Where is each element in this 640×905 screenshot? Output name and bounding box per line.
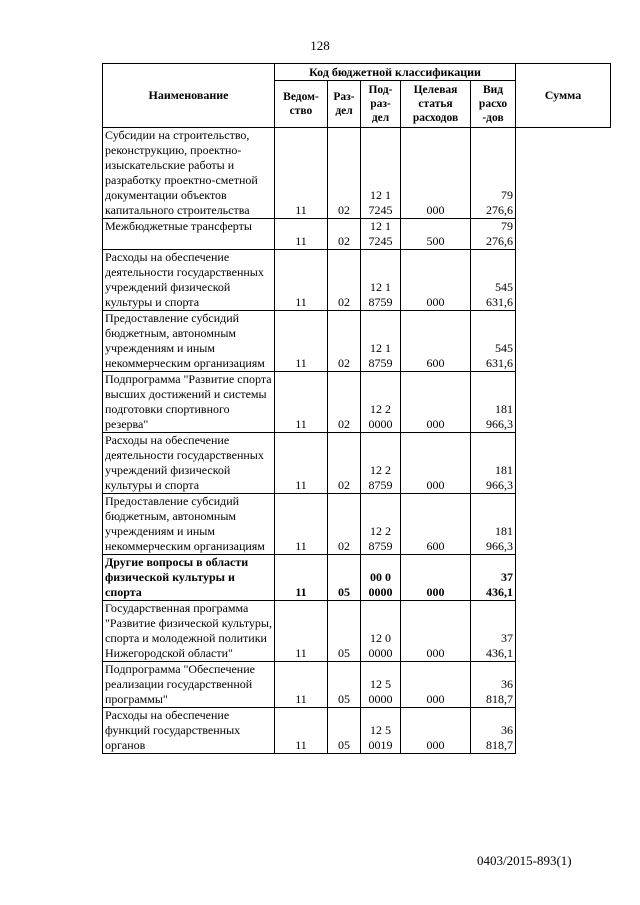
row-section: 02 <box>328 219 361 250</box>
row-ministry: 11 <box>275 128 328 219</box>
row-ministry: 11 <box>275 555 328 601</box>
row-ministry: 11 <box>275 601 328 662</box>
row-subsection: 12 1 7245 <box>361 128 401 219</box>
row-section: 02 <box>328 494 361 555</box>
row-section: 05 <box>328 662 361 708</box>
row-sum: 37 436,1 <box>471 555 516 601</box>
row-section: 02 <box>328 311 361 372</box>
row-subsection: 12 2 8759 <box>361 433 401 494</box>
row-sum: 36 818,7 <box>471 662 516 708</box>
table-row <box>103 708 611 754</box>
header-subsection: Под-раз-дел <box>361 81 401 128</box>
row-name: Расходы на обеспечение функций государственных органов <box>103 708 275 754</box>
row-type: 600 <box>401 494 471 555</box>
row-type: 000 <box>401 708 471 754</box>
table-row <box>103 555 611 601</box>
row-name: Подпрограмма "Развитие спорта высших достижений и системы подготовки спортивного резерва" <box>103 372 275 433</box>
header-name: Наименование <box>103 64 275 128</box>
table-row <box>103 494 611 555</box>
table-row <box>103 219 611 250</box>
row-name: Предоставление субсидий бюджетным, автономным учреждениям и иным некоммерческим организациям <box>103 311 275 372</box>
row-subsection: 12 2 8759 <box>361 494 401 555</box>
header-type: Вид расхо -дов <box>471 81 516 128</box>
row-section: 02 <box>328 128 361 219</box>
row-name: Расходы на обеспечение деятельности государственных учреждений физической культуры и спорта <box>103 433 275 494</box>
row-name: Государственная программа "Развитие физической культуры, спорта и молодежной политики Нижегородской области" <box>103 601 275 662</box>
table-row <box>103 601 611 662</box>
page-number: 128 <box>310 38 330 53</box>
row-sum: 36 818,7 <box>471 708 516 754</box>
row-subsection: 00 0 0000 <box>361 555 401 601</box>
row-subsection: 12 1 8759 <box>361 250 401 311</box>
row-sum: 545 631,6 <box>471 311 516 372</box>
row-ministry: 11 <box>275 494 328 555</box>
table-body <box>103 128 611 754</box>
row-ministry: 11 <box>275 433 328 494</box>
table-row <box>103 662 611 708</box>
row-sum: 37 436,1 <box>471 601 516 662</box>
row-subsection: 12 5 0019 <box>361 708 401 754</box>
row-ministry: 11 <box>275 372 328 433</box>
row-name: Другие вопросы в области физической культуры и спорта <box>103 555 275 601</box>
header-section: Раз-дел <box>328 81 361 128</box>
row-type: 000 <box>401 128 471 219</box>
row-sum: 79 276,6 <box>471 128 516 219</box>
row-subsection: 12 0 0000 <box>361 601 401 662</box>
table-row <box>103 372 611 433</box>
row-ministry: 11 <box>275 219 328 250</box>
row-name: Расходы на обеспечение деятельности государственных учреждений физической культуры и спорта <box>103 250 275 311</box>
row-type: 500 <box>401 219 471 250</box>
row-type: 000 <box>401 433 471 494</box>
budget-table <box>102 63 611 754</box>
row-type: 000 <box>401 601 471 662</box>
row-section: 02 <box>328 250 361 311</box>
row-type: 000 <box>401 372 471 433</box>
row-subsection: 12 2 0000 <box>361 372 401 433</box>
header-ministry: Ведом-ство <box>275 81 328 128</box>
row-type: 000 <box>401 662 471 708</box>
row-ministry: 11 <box>275 250 328 311</box>
row-sum: 181 966,3 <box>471 372 516 433</box>
table-row <box>103 311 611 372</box>
row-type: 000 <box>401 250 471 311</box>
header-target: Целевая статья расходов <box>401 81 471 128</box>
document-code: 0403/2015-893(1) <box>477 853 572 868</box>
header-code-group: Код бюджетной классификации <box>275 64 516 81</box>
header-sum: Сумма <box>516 64 611 128</box>
row-sum: 545 631,6 <box>471 250 516 311</box>
row-subsection: 12 1 7245 <box>361 219 401 250</box>
table-row <box>103 128 611 219</box>
row-sum: 181 966,3 <box>471 433 516 494</box>
row-ministry: 11 <box>275 708 328 754</box>
row-subsection: 12 1 8759 <box>361 311 401 372</box>
row-section: 02 <box>328 433 361 494</box>
row-name: Субсидии на строительство, реконструкцию, проектно-изыскательские работы и разработку проектно-сметной документации объектов капитального строительства <box>103 128 275 219</box>
row-ministry: 11 <box>275 662 328 708</box>
row-section: 05 <box>328 708 361 754</box>
row-name: Межбюджетные трансферты <box>103 219 275 250</box>
row-type: 600 <box>401 311 471 372</box>
row-sum: 79 276,6 <box>471 219 516 250</box>
row-section: 05 <box>328 555 361 601</box>
row-subsection: 12 5 0000 <box>361 662 401 708</box>
row-section: 02 <box>328 372 361 433</box>
table-row <box>103 250 611 311</box>
row-name: Подпрограмма "Обеспечение реализации государственной программы" <box>103 662 275 708</box>
row-type: 000 <box>401 555 471 601</box>
table-row <box>103 433 611 494</box>
row-name: Предоставление субсидий бюджетным, автономным учреждениям и иным некоммерческим организациям <box>103 494 275 555</box>
row-sum: 181 966,3 <box>471 494 516 555</box>
row-section: 05 <box>328 601 361 662</box>
row-ministry: 11 <box>275 311 328 372</box>
